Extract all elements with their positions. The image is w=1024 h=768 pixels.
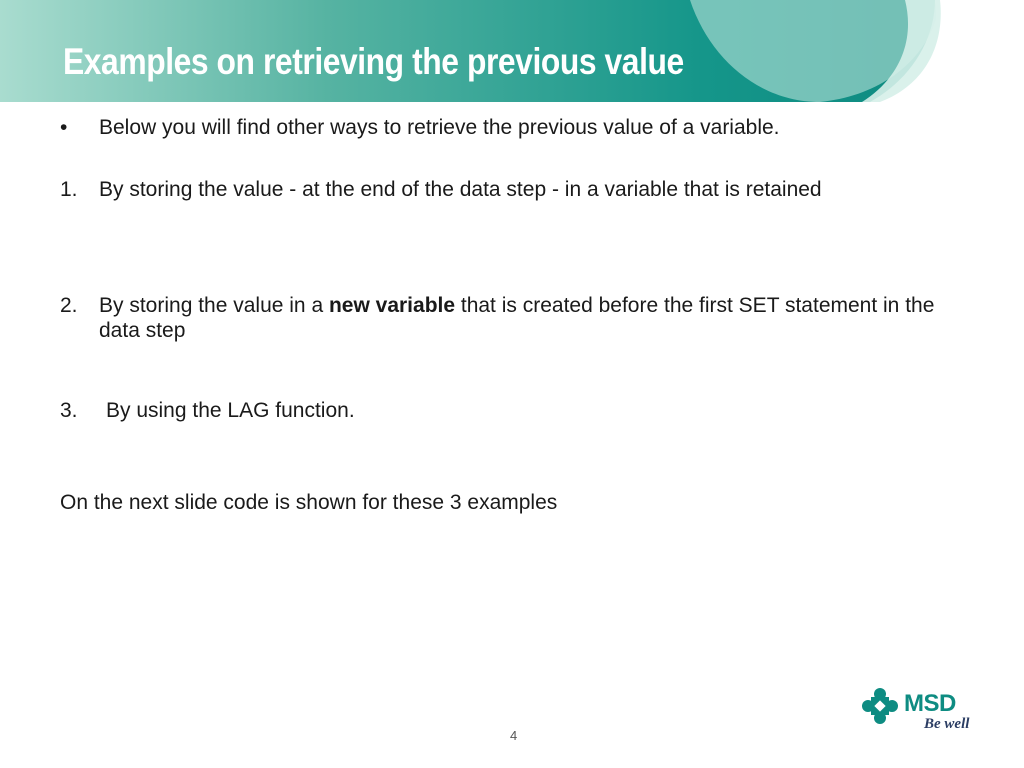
step-2-text-after: that is created before the first SET statement in the data step [99,294,935,342]
step-2-text [60,293,960,343]
step-1-text: By storing the value - at the end of the data step - in a variable that is retained [99,178,822,201]
step-3-marker: 3. [60,399,78,422]
step-3-text: By using the LAG function. [106,399,355,422]
intro-text: Below you will find other ways to retrieve the previous value of a variable. [99,116,780,139]
step-3 [60,398,960,423]
logo-wordmark: MSD [904,690,956,717]
msd-logo [862,686,982,736]
closing-text: On the next slide code is shown for these 3 examples [60,491,558,514]
intro-bullet [60,115,960,140]
step-2-emphasis: new variable [328,294,456,317]
msd-logo-icon [862,688,898,724]
closing-line [60,490,960,515]
step-2 [60,293,960,343]
header-band [0,0,1024,102]
step-1 [60,177,960,202]
logo-tagline: Be well [924,716,970,732]
step-2-text-before: By storing the value in a [99,294,329,317]
bullet-marker: • [60,116,68,139]
page-number: 4 [510,728,518,743]
step-2-marker: 2. [60,294,78,317]
step-1-marker: 1. [60,178,78,201]
slide-title: Examples on retrieving the previous value [63,41,684,82]
